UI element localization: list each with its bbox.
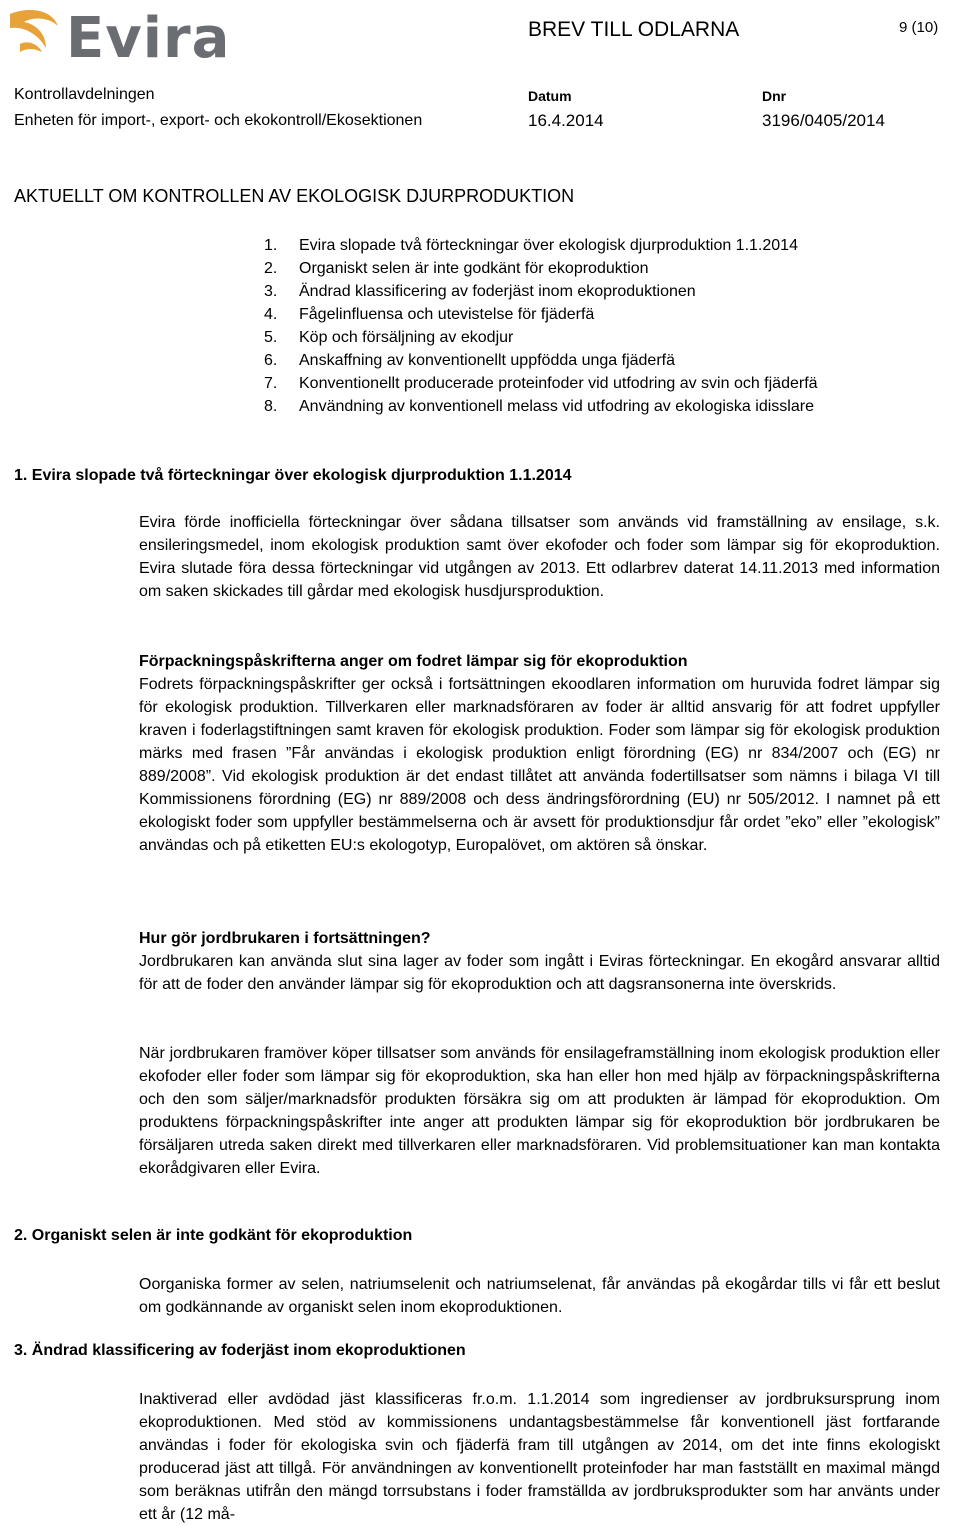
toc-text: Anskaffning av konventionellt uppfödda unga fjäderfä (299, 352, 675, 369)
toc-item (264, 349, 818, 372)
section-3-heading: 3. Ändrad klassificering av foderjäst inom ekoproduktionen (14, 1342, 466, 1359)
dnr-value: 3196/0405/2014 (762, 111, 885, 130)
toc-item (264, 303, 818, 326)
page-number: 9 (10) (899, 19, 939, 36)
dnr-label: Dnr (762, 88, 787, 104)
toc-number: 4. (264, 306, 278, 323)
toc-item (264, 372, 818, 395)
packaging-text: Fodrets förpackningspåskrifter ger också i fortsättningen ekoodlaren information om huruvida fodret lämpar sig för ekologisk produktion. Tillverkaren eller marknadsföraren av foder är alltid ansvarig för att fodret uppfyller kraven i foderlagstiftningen samt kraven för ekologisk produktion. Foder som lämpar sig för ekologisk produktion märks med frasen ”Får användas i ekologisk produktion enligt förordning (EG) nr 834/2007 och (EG) nr 889/2008”. Vid ekologisk produktion är det endast tillåtet att använda fodertillsatser som nämns i bilaga VI till Kommissionens förordning (EG) nr 889/2008 och dess ändringsförordning (EU) nr 505/2012. I namnet på ett ekologiskt foder som uppfyller bestämmelserna och är avsett för produktionsdjur får ordet ”eko” eller ”ekologisk” användas och på etiketten EU:s ekologotyp, Europalövet, om aktören så önskar. (139, 676, 940, 854)
section-3-paragraph: Inaktiverad eller avdödad jäst klassificeras fr.o.m. 1.1.2014 som ingredienser av jordbruksursprung inom ekoproduktionen. Med stöd av kommissionens undantagsbestämmelse får konventionell jäst fortfarande användas i foder för ekologiska svin och fjäderfä fram till utgången av 2014, om det inte finns ekologiskt producerad jäst att tillgå. För användningen av konventionellt proteinfoder har man fastställt en maximal mängd som beräknas utifrån den mängd torrsubstans i foder framställda av jordbruksprodukter som har använts under ett år (12 må- (139, 1391, 940, 1523)
toc-item (264, 395, 818, 418)
toc-text: Ändrad klassificering av foderjäst inom ekoproduktionen (299, 283, 696, 300)
toc-text: Evira slopade två förteckningar över ekologisk djurproduktion 1.1.2014 (299, 237, 798, 254)
logo-wordmark: Evira (66, 6, 231, 71)
date-value: 16.4.2014 (528, 111, 604, 130)
section-1-heading: 1. Evira slopade två förteckningar över ekologisk djurproduktion 1.1.2014 (14, 467, 572, 484)
toc-number: 2. (264, 260, 278, 277)
toc-item (264, 326, 818, 349)
toc-number: 5. (264, 329, 278, 346)
packaging-subheading: Förpackningspåskrifterna anger om fodret lämpar sig för ekoproduktion (139, 653, 688, 670)
toc-number: 6. (264, 352, 278, 369)
toc-item (264, 280, 818, 303)
toc-number: 1. (264, 237, 278, 254)
section-2-paragraph: Oorganiska former av selen, natriumselenit och natriumselenat, får användas på ekogårdar tills vi får ett beslut om godkännande av organiskt selen inom ekoproduktionen. (139, 1276, 940, 1316)
letter-title: BREV TILL ODLARNA (528, 18, 740, 41)
toc-item (264, 257, 818, 280)
main-title: AKTUELLT OM KONTROLLEN AV EKOLOGISK DJURPRODUKTION (14, 186, 575, 206)
farmer-subheading: Hur gör jordbrukaren i fortsättningen? (139, 930, 431, 947)
evira-logo (6, 4, 242, 76)
toc-text: Användning av konventionell melass vid utfodring av ekologiska idisslare (299, 398, 814, 415)
farmer-subsection (139, 927, 940, 996)
department: Kontrollavdelningen (14, 86, 155, 103)
date-label: Datum (528, 88, 572, 104)
farmer-text: Jordbrukaren kan använda slut sina lager av foder som ingått i Eviras förteckningar. En ekogård ansvarar alltid för att de foder den använder lämpar sig för ekoproduktion och att dagsransonerna inte överskrids. (139, 953, 940, 993)
unit: Enheten för import-, export- och ekokontroll/Ekosektionen (14, 112, 423, 129)
toc-number: 7. (264, 375, 278, 392)
toc-item (264, 234, 818, 257)
toc-number: 3. (264, 283, 278, 300)
toc-text: Fågelinfluensa och utevistelse för fjäderfä (299, 306, 595, 323)
toc-number: 8. (264, 398, 278, 415)
section-1-paragraph: Evira förde inofficiella förteckningar över sådana tillsatser som används vid framställning av ensilage, s.k. ensileringsmedel, inom ekologisk produktion samt över ekofoder och foder som lämpar sig för ekoproduktion. Evira slutade föra dessa förteckningar vid utgången av 2013. Ett odlarbrev daterat 14.11.2013 med information om saken skickades till gårdar med ekologisk husdjursproduktion. (139, 514, 940, 600)
purchase-paragraph: När jordbrukaren framöver köper tillsatser som används för ensilageframställning inom ekologisk produktion eller ekofoder eller foder som lämpar sig för ekoproduktion, ska han eller hon med hjälp av förpackningspåskrifterna och den som säljer/marknadsför produkten försäkra sig om att produkten är lämpad för ekoproduktion. Om produktens förpackningspåskrifter inte anger att produkten lämpar sig för ekoproduktion bör jordbrukaren be försäljaren utreda saken direkt med tillverkaren eller marknadsföraren. Vid problemsituationer kan man kontakta ekorådgivaren eller Evira. (139, 1045, 940, 1177)
section-2-heading: 2. Organiskt selen är inte godkänt för ekoproduktion (14, 1227, 413, 1244)
packaging-subsection (139, 650, 940, 857)
toc-text: Köp och försäljning av ekodjur (299, 329, 514, 346)
toc-text: Organiskt selen är inte godkänt för ekoproduktion (299, 260, 649, 277)
toc-list (264, 234, 818, 418)
toc-text: Konventionellt producerade proteinfoder vid utfodring av svin och fjäderfä (299, 375, 818, 392)
